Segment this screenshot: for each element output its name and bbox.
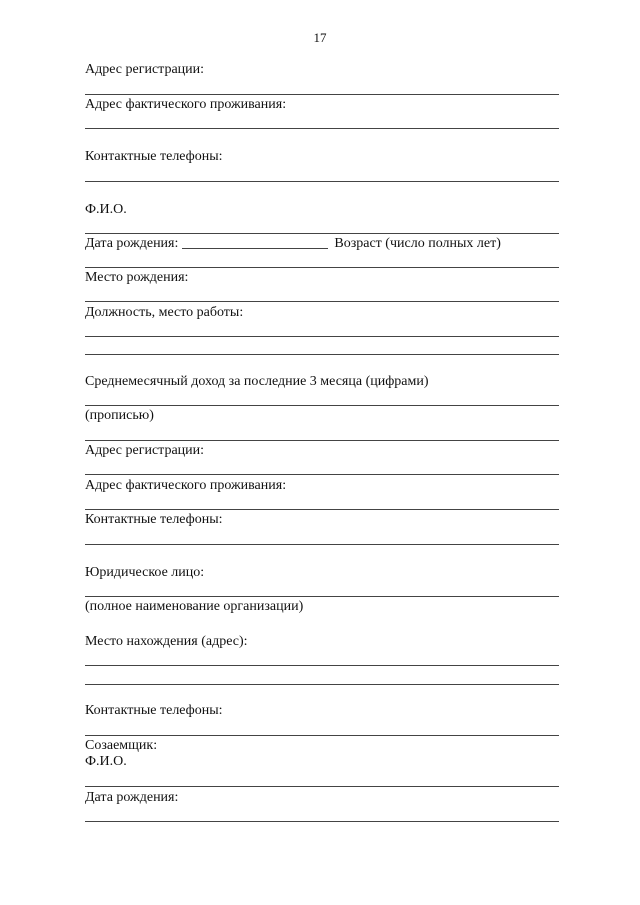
coborrower-fio-label: Ф.И.О. <box>85 754 127 769</box>
coborrower-fio-line[interactable] <box>85 786 559 787</box>
contact-phones-line-2[interactable] <box>85 544 559 545</box>
actual-address-label-2: Адрес фактического проживания: <box>85 478 287 493</box>
fio-label: Ф.И.О. <box>85 202 127 217</box>
avg-income-label: Среднемесячный доход за последние 3 месяца (цифрами) <box>85 374 429 389</box>
location-address-line-2[interactable] <box>85 684 559 685</box>
coborrower-birth-date-label: Дата рождения: <box>85 790 179 805</box>
legal-entity-label: Юридическое лицо: <box>85 565 205 580</box>
birth-date-row <box>85 236 501 252</box>
contact-phones-line-3[interactable] <box>85 735 559 736</box>
birth-place-label: Место рождения: <box>85 270 189 285</box>
position-workplace-line-2[interactable] <box>85 354 559 355</box>
registration-address-line-2[interactable] <box>85 474 559 475</box>
birth-date-line[interactable] <box>85 267 559 268</box>
contact-phones-label-2: Контактные телефоны: <box>85 512 223 527</box>
avg-income-line[interactable] <box>85 405 559 406</box>
registration-address-label-2: Адрес регистрации: <box>85 443 205 458</box>
birth-place-line[interactable] <box>85 301 559 302</box>
position-workplace-line-1[interactable] <box>85 336 559 337</box>
birth-date-label: Дата рождения: <box>85 236 179 251</box>
page-number: 17 <box>313 30 327 45</box>
legal-entity-line[interactable] <box>85 596 559 597</box>
actual-address-line-2[interactable] <box>85 509 559 510</box>
in-words-line[interactable] <box>85 440 559 441</box>
actual-address-label: Адрес фактического проживания: <box>85 97 287 112</box>
coborrower-birth-date-line[interactable] <box>85 821 559 822</box>
contact-phones-line[interactable] <box>85 181 559 182</box>
position-workplace-label: Должность, место работы: <box>85 305 244 320</box>
contact-phones-label: Контактные телефоны: <box>85 149 223 164</box>
full-org-name-label: (полное наименование организации) <box>85 599 304 614</box>
registration-address-label: Адрес регистрации: <box>85 62 205 77</box>
birth-date-field[interactable] <box>182 248 328 249</box>
registration-address-line[interactable] <box>85 94 559 95</box>
contact-phones-label-3: Контактные телефоны: <box>85 703 223 718</box>
actual-address-line[interactable] <box>85 128 559 129</box>
location-address-label: Место нахождения (адрес): <box>85 634 248 649</box>
age-label: Возраст (число полных лет) <box>334 236 501 251</box>
location-address-line-1[interactable] <box>85 665 559 666</box>
in-words-label: (прописью) <box>85 408 154 423</box>
fio-line[interactable] <box>85 233 559 234</box>
coborrower-label: Созаемщик: <box>85 738 158 753</box>
